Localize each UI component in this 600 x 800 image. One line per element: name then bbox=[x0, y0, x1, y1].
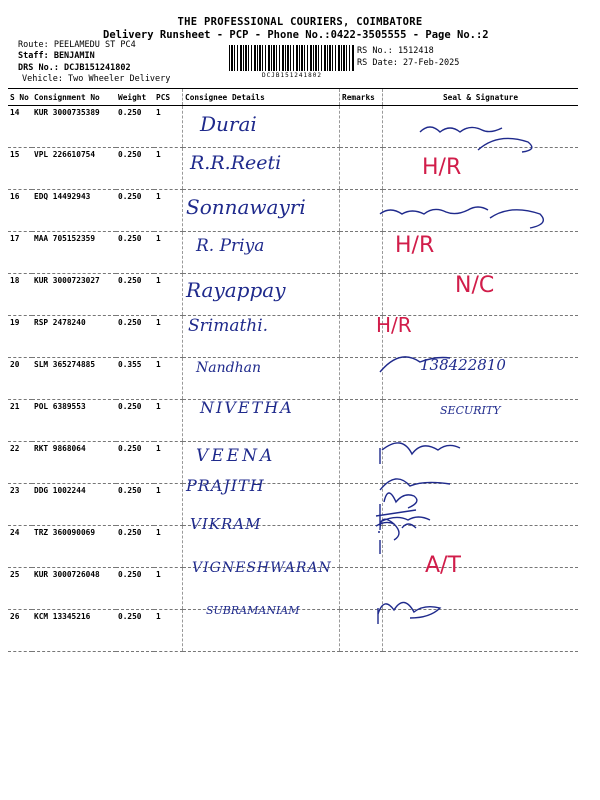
weight: 0.250 bbox=[116, 106, 154, 148]
consignment-no: KCM 13345216 bbox=[32, 610, 116, 652]
pcs: 1 bbox=[154, 400, 183, 442]
handwritten-seal: H/R bbox=[395, 233, 435, 258]
pcs: 1 bbox=[154, 568, 183, 610]
col-remarks: Remarks bbox=[340, 89, 383, 106]
signature-scribble bbox=[490, 210, 543, 228]
sno: 17 bbox=[8, 232, 32, 274]
col-sno: S No bbox=[8, 89, 32, 106]
runsheet-subtitle: Delivery Runsheet - PCP - Phone No.:0422-3505555 - Page No.:2 bbox=[103, 29, 489, 41]
weight: 0.250 bbox=[116, 274, 154, 316]
handwritten-name: Rayappay bbox=[186, 278, 286, 302]
weight: 0.250 bbox=[116, 568, 154, 610]
pcs: 1 bbox=[154, 148, 183, 190]
pcs: 1 bbox=[154, 316, 183, 358]
signature-scribble bbox=[376, 522, 394, 532]
weight: 0.250 bbox=[116, 526, 154, 568]
sno: 25 bbox=[8, 568, 32, 610]
handwritten-security: SECURITY bbox=[440, 404, 501, 417]
consignment-no: VPL 226610754 bbox=[32, 148, 116, 190]
weight: 0.250 bbox=[116, 610, 154, 652]
consignment-no: TRZ 360090069 bbox=[32, 526, 116, 568]
consignment-no: KUR 3000735389 bbox=[32, 106, 116, 148]
drs-number: DRS No.: DCJB151241802 bbox=[18, 63, 131, 73]
pcs: 1 bbox=[154, 106, 183, 148]
consignment-no: EDQ 14492943 bbox=[32, 190, 116, 232]
consignment-no: RSP 2478240 bbox=[32, 316, 116, 358]
pcs: 1 bbox=[154, 526, 183, 568]
barcode-text: DCJB151241802 bbox=[262, 72, 322, 79]
handwritten-name: R.R.Reeti bbox=[190, 152, 282, 174]
sno: 16 bbox=[8, 190, 32, 232]
handwritten-name: R. Priya bbox=[196, 236, 265, 256]
weight: 0.250 bbox=[116, 190, 154, 232]
signature-scribble bbox=[420, 127, 502, 132]
barcode bbox=[229, 45, 355, 71]
weight: 0.355 bbox=[116, 358, 154, 400]
signature-scribble bbox=[378, 602, 440, 618]
consignment-no: DDG 1002244 bbox=[32, 484, 116, 526]
handwritten-seal: H/R bbox=[422, 155, 462, 180]
handwritten-seal: H/R bbox=[376, 313, 412, 337]
sno: 23 bbox=[8, 484, 32, 526]
pcs: 1 bbox=[154, 358, 183, 400]
handwritten-name: Nandhan bbox=[196, 360, 261, 376]
signature-scribble bbox=[376, 510, 416, 516]
handwritten-seal: A/T bbox=[425, 553, 461, 578]
sno: 26 bbox=[8, 610, 32, 652]
weight: 0.250 bbox=[116, 484, 154, 526]
table-header-row bbox=[8, 89, 578, 106]
rs-number: RS No.: 1512418 bbox=[357, 46, 434, 56]
weight: 0.250 bbox=[116, 148, 154, 190]
staff-label: Staff: BENJAMIN bbox=[18, 51, 95, 61]
sno: 22 bbox=[8, 442, 32, 484]
pcs: 1 bbox=[154, 442, 183, 484]
consignment-no: KUR 3000723027 bbox=[32, 274, 116, 316]
sno: 21 bbox=[8, 400, 32, 442]
pcs: 1 bbox=[154, 484, 183, 526]
vehicle-label: Vehicle: Two Wheeler Delivery bbox=[22, 74, 171, 84]
handwritten-phone: 138422810 bbox=[420, 356, 506, 374]
handwritten-name: Durai bbox=[200, 112, 257, 136]
sno: 20 bbox=[8, 358, 32, 400]
consignment-no: RKT 9868064 bbox=[32, 442, 116, 484]
handwritten-name: SUBRAMANIAM bbox=[206, 604, 300, 617]
sno: 18 bbox=[8, 274, 32, 316]
col-seal: Seal & Signature bbox=[383, 89, 579, 106]
pcs: 1 bbox=[154, 190, 183, 232]
route-label: Route: PEELAMEDU ST PC4 bbox=[18, 40, 136, 50]
col-weight: Weight bbox=[116, 89, 154, 106]
consignment-no: POL 6389553 bbox=[32, 400, 116, 442]
page-title: THE PROFESSIONAL COURIERS, COIMBATORE bbox=[177, 16, 423, 28]
weight: 0.250 bbox=[116, 442, 154, 484]
pcs: 1 bbox=[154, 610, 183, 652]
handwritten-seal: N/C bbox=[455, 273, 495, 298]
signature-scribble bbox=[380, 207, 488, 214]
rs-date: RS Date: 27-Feb-2025 bbox=[357, 58, 460, 68]
handwritten-name: VEENA bbox=[196, 446, 276, 466]
handwritten-name: VIKRAM bbox=[190, 515, 262, 533]
weight: 0.250 bbox=[116, 400, 154, 442]
handwritten-name: Sonnawayri bbox=[186, 195, 306, 219]
consignment-no: KUR 3000726048 bbox=[32, 568, 116, 610]
col-pcs: PCS bbox=[154, 89, 183, 106]
consignment-no: MAA 705152359 bbox=[32, 232, 116, 274]
sno: 24 bbox=[8, 526, 32, 568]
signature-scribble bbox=[478, 138, 532, 152]
sno: 15 bbox=[8, 148, 32, 190]
handwritten-name: VIGNESHWARAN bbox=[192, 560, 332, 576]
handwritten-name: Srimathi. bbox=[188, 316, 269, 336]
pcs: 1 bbox=[154, 232, 183, 274]
consignment-no: SLM 365274885 bbox=[32, 358, 116, 400]
weight: 0.250 bbox=[116, 232, 154, 274]
weight: 0.250 bbox=[116, 316, 154, 358]
handwritten-name: PRAJITH bbox=[186, 476, 265, 495]
pcs: 1 bbox=[154, 274, 183, 316]
sno: 19 bbox=[8, 316, 32, 358]
signatures-layer bbox=[370, 110, 570, 640]
signature-scribble bbox=[380, 479, 450, 490]
handwritten-name: NIVETHA bbox=[200, 398, 294, 417]
signature-scribble bbox=[402, 524, 416, 528]
sno: 14 bbox=[8, 106, 32, 148]
col-consignment: Consignment No bbox=[32, 89, 116, 106]
col-consignee: Consignee Details bbox=[183, 89, 340, 106]
signature-scribble bbox=[382, 443, 460, 454]
signature-scribble bbox=[384, 493, 417, 508]
